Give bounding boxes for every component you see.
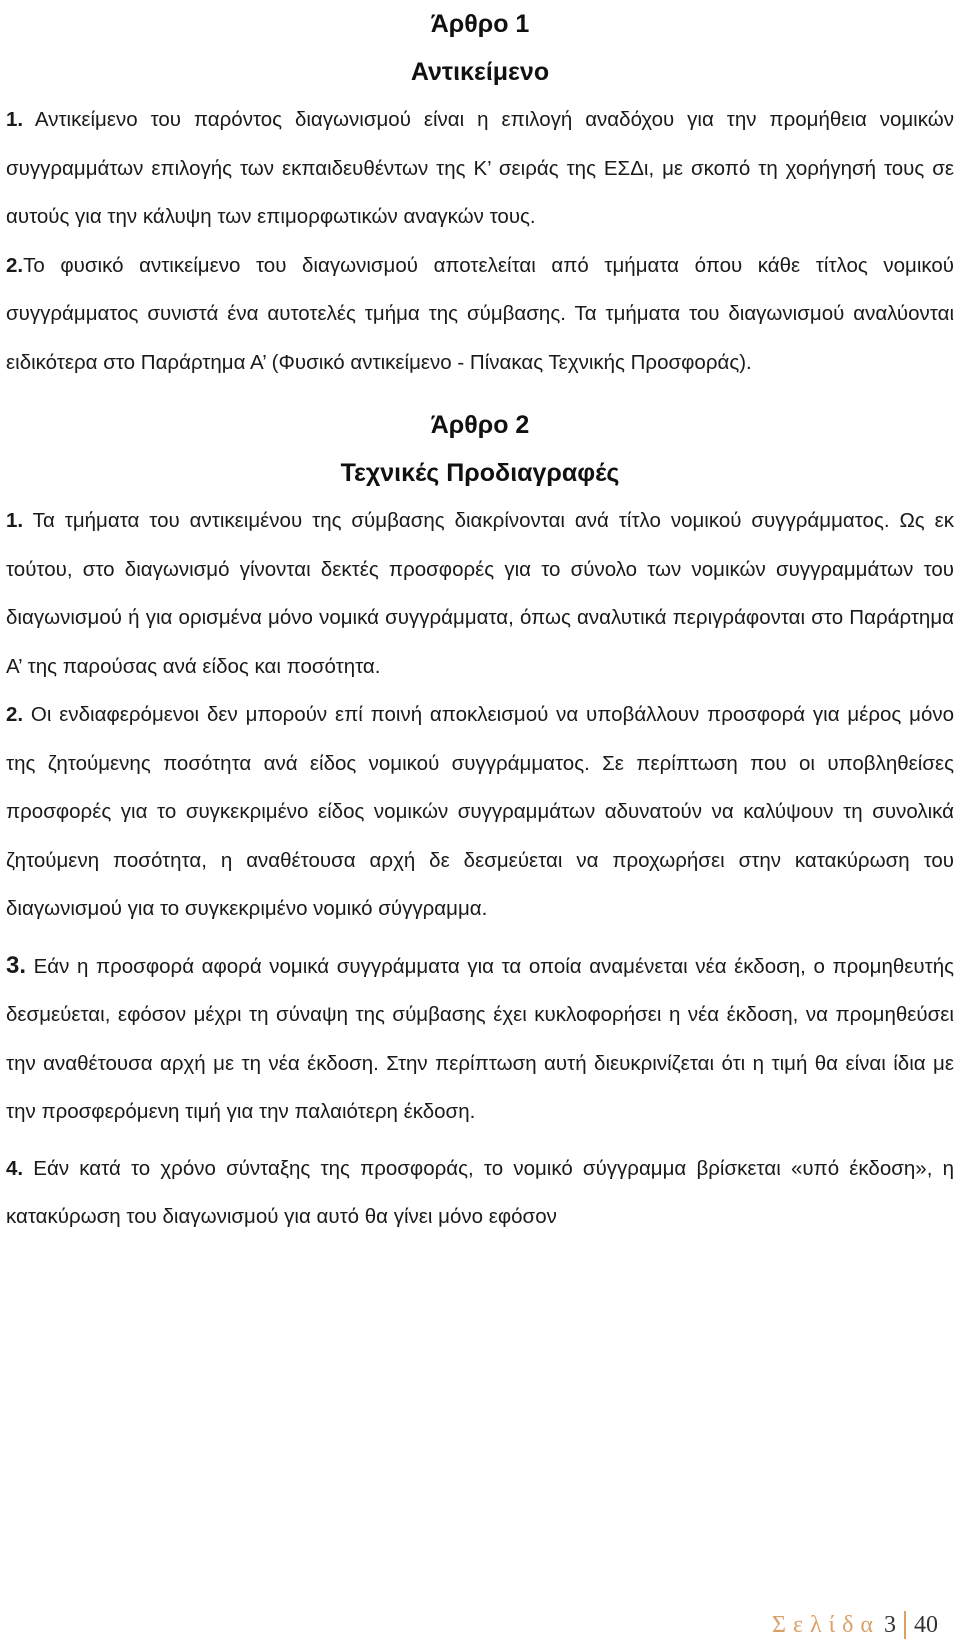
page-number: 3 xyxy=(884,1612,896,1638)
article-1-paragraph-1 xyxy=(6,96,954,242)
article-2-paragraph-4 xyxy=(6,1145,954,1242)
paragraph-text: Εάν κατά το χρόνο σύνταξης της προσφοράς, το νομικό σύγγραμμα βρίσκεται «υπό έκδοση», η κατακύρωση του διαγωνισμού για αυτό θα γίνει μόνο εφόσον xyxy=(6,1156,954,1228)
paragraph-text: Εάν η προσφορά αφορά νομικά συγγράμματα για τα οποία αναμένεται νέα έκδοση, ο προμηθευτής δεσμεύεται, εφόσον μέχρι τη σύναψη της σύμβασης έχει κυκλοφορήσει η νέα έκδοση, να προμηθεύσει την αναθέτουσα αρχή με τη νέα έκδοση. Στην περίπτωση αυτή διευκρινίζεται ότι η τιμή θα είναι ίδια με την προσφερόμενη τιμή για την παλαιότερη έκδοση. xyxy=(6,954,954,1123)
paragraph-number: 2. xyxy=(6,703,24,726)
article-2-paragraph-3 xyxy=(6,942,954,1137)
article-2-paragraph-1 xyxy=(6,497,954,691)
paragraph-number: 1. xyxy=(6,509,24,532)
paragraph-text: Το φυσικό αντικείμενο του διαγωνισμού αποτελείται από τμήματα όπου κάθε τίτλος νομικού συγγράμματος συνιστά ένα αυτοτελές τμήμα της σύμβασης. Τα τμήματα του διαγωνισμού αναλύονται ειδικότερα στο Παράρτημα Α’ (Φυσικό αντικείμενο - Πίνακας Τεχνικής Προσφοράς). xyxy=(6,253,954,374)
article-1-number-heading: Άρθρο 1 xyxy=(430,10,530,38)
page-footer xyxy=(772,1610,938,1640)
total-pages: 40 xyxy=(914,1612,938,1638)
article-1-paragraph-2 xyxy=(6,242,954,388)
paragraph-text: Τα τμήματα του αντικειμένου της σύμβασης διακρίνονται ανά τίτλο νομικού συγγράμματος. Ως εκ τούτου, στο διαγωνισμό γίνονται δεκτές προσφορές για το σύνολο των νομικών συγγραμμάτων του διαγωνισμού ή για ορισμένα μόνο νομικά συγγράμματα, όπως αναλυτικά περιγράφονται στο Παράρτημα Α’ της παρούσας ανά είδος και ποσότητα. xyxy=(6,509,954,678)
article-1-title-heading: Αντικείμενο xyxy=(410,58,550,86)
page-label: Σελίδα xyxy=(771,1612,880,1638)
paragraph-number: 1. xyxy=(6,108,24,131)
paragraph-number: 4. xyxy=(6,1156,24,1180)
paragraph-text: Αντικείμενο του παρόντος διαγωνισμού είναι η επιλογή αναδόχου για την προμήθεια νομικών συγγραμμάτων επιλογής των εκπαιδευθέντων της Κ’ σειράς της ΕΣΔι, με σκοπό τη χορήγησή τους σε αυτούς για την κάλυψη των επιμορφωτικών αναγκών τους. xyxy=(6,108,954,228)
article-2-title-heading: Τεχνικές Προδιαγραφές xyxy=(340,459,620,487)
document-page xyxy=(6,0,954,1242)
article-2-paragraph-2 xyxy=(6,691,954,934)
paragraph-text: Οι ενδιαφερόμενοι δεν μπορούν επί ποινή αποκλεισμού να υποβάλλουν προσφορά για μέρος μόνο της ζητούμενης ποσότητα ανά είδος νομικού συγγράμματος. Σε περίπτωση που οι υποβληθείσες προσφορές για το συγκεκριμένο είδος νομικών συγγραμμάτων αδυνατούν να καλύψουν τη συνολικά ζητούμενη ποσότητα, η αναθέτουσα αρχή δε δεσμεύεται να προχωρήσει στην κατακύρωση του διαγωνισμού για το συγκεκριμένο νομικό σύγγραμμα. xyxy=(6,703,954,920)
page-separator xyxy=(904,1611,906,1639)
paragraph-number: 2. xyxy=(6,253,24,277)
article-2-number-heading: Άρθρο 2 xyxy=(430,411,530,439)
paragraph-number: 3. xyxy=(6,951,27,979)
